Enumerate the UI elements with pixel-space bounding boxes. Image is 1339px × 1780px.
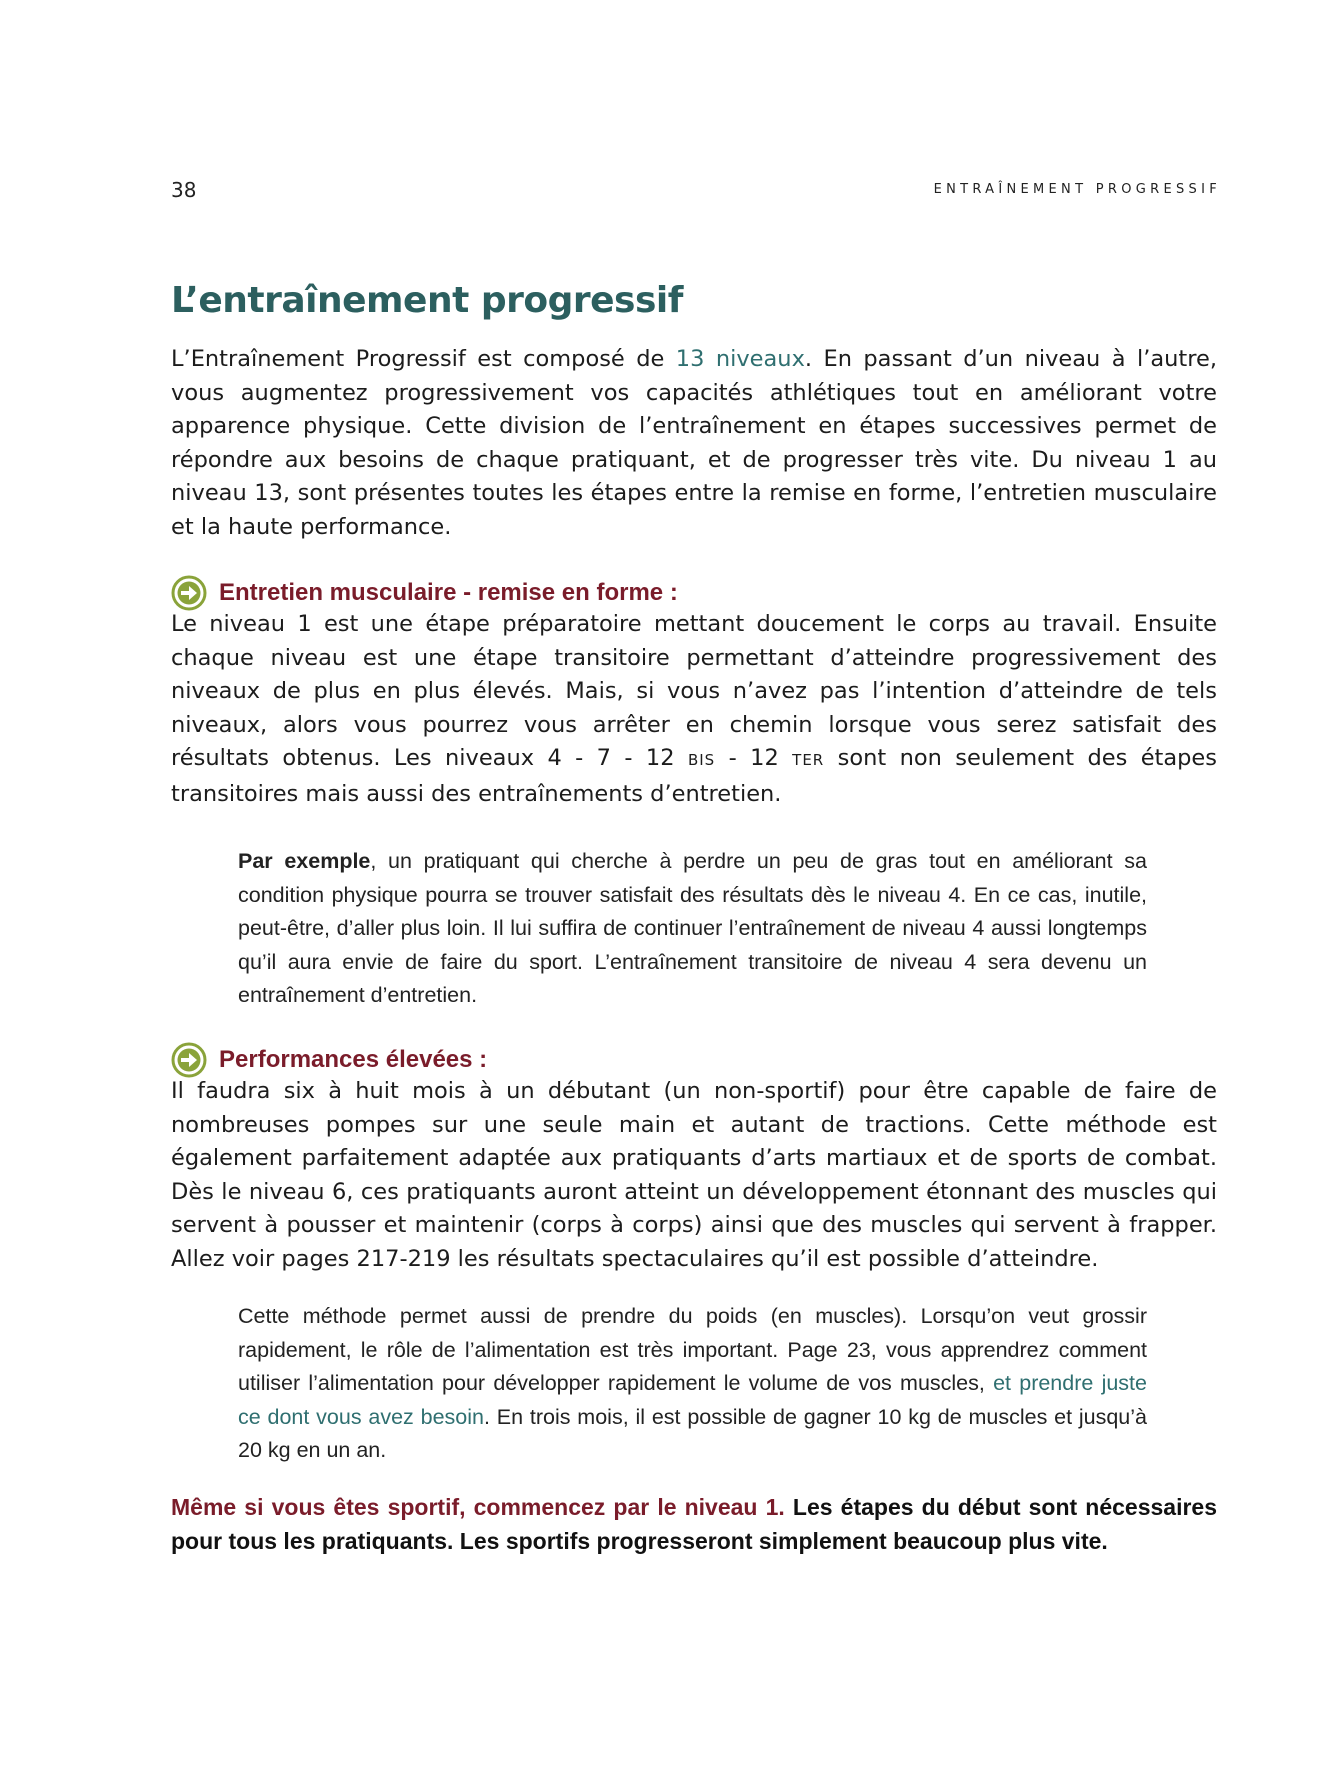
- section-entretien: [171, 573, 1217, 811]
- section-heading-row: [171, 573, 1217, 613]
- page-number: 38: [171, 178, 197, 202]
- section-heading: Entretien musculaire - remise en forme :: [219, 579, 678, 606]
- note-example: [238, 845, 1147, 1013]
- closing-lead: Même si vous êtes sportif, commencez par le niveau 1.: [171, 1494, 785, 1520]
- note-text-1: Cette méthode permet aussi de prendre du poids (en muscles). Lorsqu’on veut grossir rapidement, le rôle de l’alimentation est très important. Page 23, vous apprendrez comment utiliser l’alimentation pour développer rapidement le volume de vos muscles,: [238, 1304, 1147, 1395]
- note-lead: Par exemple: [238, 849, 371, 873]
- note-paragraph: [238, 845, 1147, 1013]
- body-text-2: - 12: [715, 745, 793, 771]
- bis-label: BIS: [687, 751, 716, 769]
- page-title: L’entraînement progressif: [171, 280, 683, 321]
- running-head: ENTRAÎNEMENT PROGRESSIF: [933, 182, 1221, 197]
- ter-label: TER: [792, 751, 825, 769]
- arrow-right-circle-icon: [171, 575, 207, 611]
- section-heading: Performances élevées :: [219, 1046, 488, 1073]
- note-text: , un pratiquant qui cherche à perdre un peu de gras tout en améliorant sa condition physique pourra se trouver satisfait des résultats dès le niveau 4. En ce cas, inutile, peut-être, d’aller plus loin. Il lui suffira de continuer l’entraînement de niveau 4 aussi longtemps qu’il aura envie de faire du sport. L’entraînement transitoire de niveau 4 sera devenu un entraînement d’entretien.: [238, 849, 1147, 1007]
- section-body: Il faudra six à huit mois à un débutant (un non-sportif) pour être capable de faire de nombreuses pompes sur une seule main et autant de tractions. Cette méthode est également parfaitement adaptée aux pratiquants d’arts martiaux et de sports de combat. Dès le niveau 6, ces pratiquants auront atteint un développement étonnant des muscles qui servent à pousser et maintenir (corps à corps) ainsi que des muscles qui servent à frapper. Allez voir pages 217-219 les résultats spectaculaires qu’il est possible d’atteindre.: [171, 1078, 1217, 1272]
- note-paragraph: [238, 1300, 1147, 1468]
- closing-paragraph: [171, 1491, 1217, 1558]
- intro-paragraph: [171, 343, 1217, 544]
- section-heading-row: [171, 1040, 1217, 1080]
- section-performances: [171, 1040, 1217, 1276]
- arrow-right-circle-icon: [171, 1042, 207, 1078]
- note-highlight: et prendre juste ce dont vous avez besoin: [238, 1371, 1147, 1429]
- closing-text: Les étapes du début sont nécessaires pour tous les pratiquants. Les sportifs progresseront simplement beaucoup plus vite.: [171, 1494, 1217, 1554]
- body-text-3: sont non seulement des étapes transitoires mais aussi des entraînements d’entretien.: [171, 745, 1217, 807]
- intro-block: [171, 343, 1217, 544]
- intro-text-2: . En passant d’un niveau à l’autre, vous augmentez progressivement vos capacités athlétiques tout en améliorant votre apparence physique. Cette division de l’entraînement en étapes successives permet de répondre aux besoins de chaque pratiquant, et de progresser très vite. Du niveau 1 au niveau 13, sont présentes toutes les étapes entre la remise en forme, l’entretien musculaire et la haute performance.: [171, 346, 1217, 540]
- closing-block: [171, 1491, 1217, 1558]
- body-text-1: Le niveau 1 est une étape préparatoire mettant doucement le corps au travail. Ensuite chaque niveau est une étape transitoire permettant d’atteindre progressivement des niveaux de plus en plus élevés. Mais, si vous n’avez pas l’intention d’atteindre de tels niveaux, alors vous pourrez vous arrêter en chemin lorsque vous serez satisfait des résultats obtenus. Les niveaux 4 - 7 - 12: [171, 611, 1217, 771]
- note-weight: [238, 1300, 1147, 1468]
- section-body: [171, 608, 1217, 811]
- intro-highlight: 13 niveaux: [675, 346, 805, 372]
- intro-text-1: L’Entraînement Progressif est composé de: [171, 346, 676, 372]
- note-text-2: . En trois mois, il est possible de gagner 10 kg de muscles et jusqu’à 20 kg en un an.: [238, 1404, 1147, 1462]
